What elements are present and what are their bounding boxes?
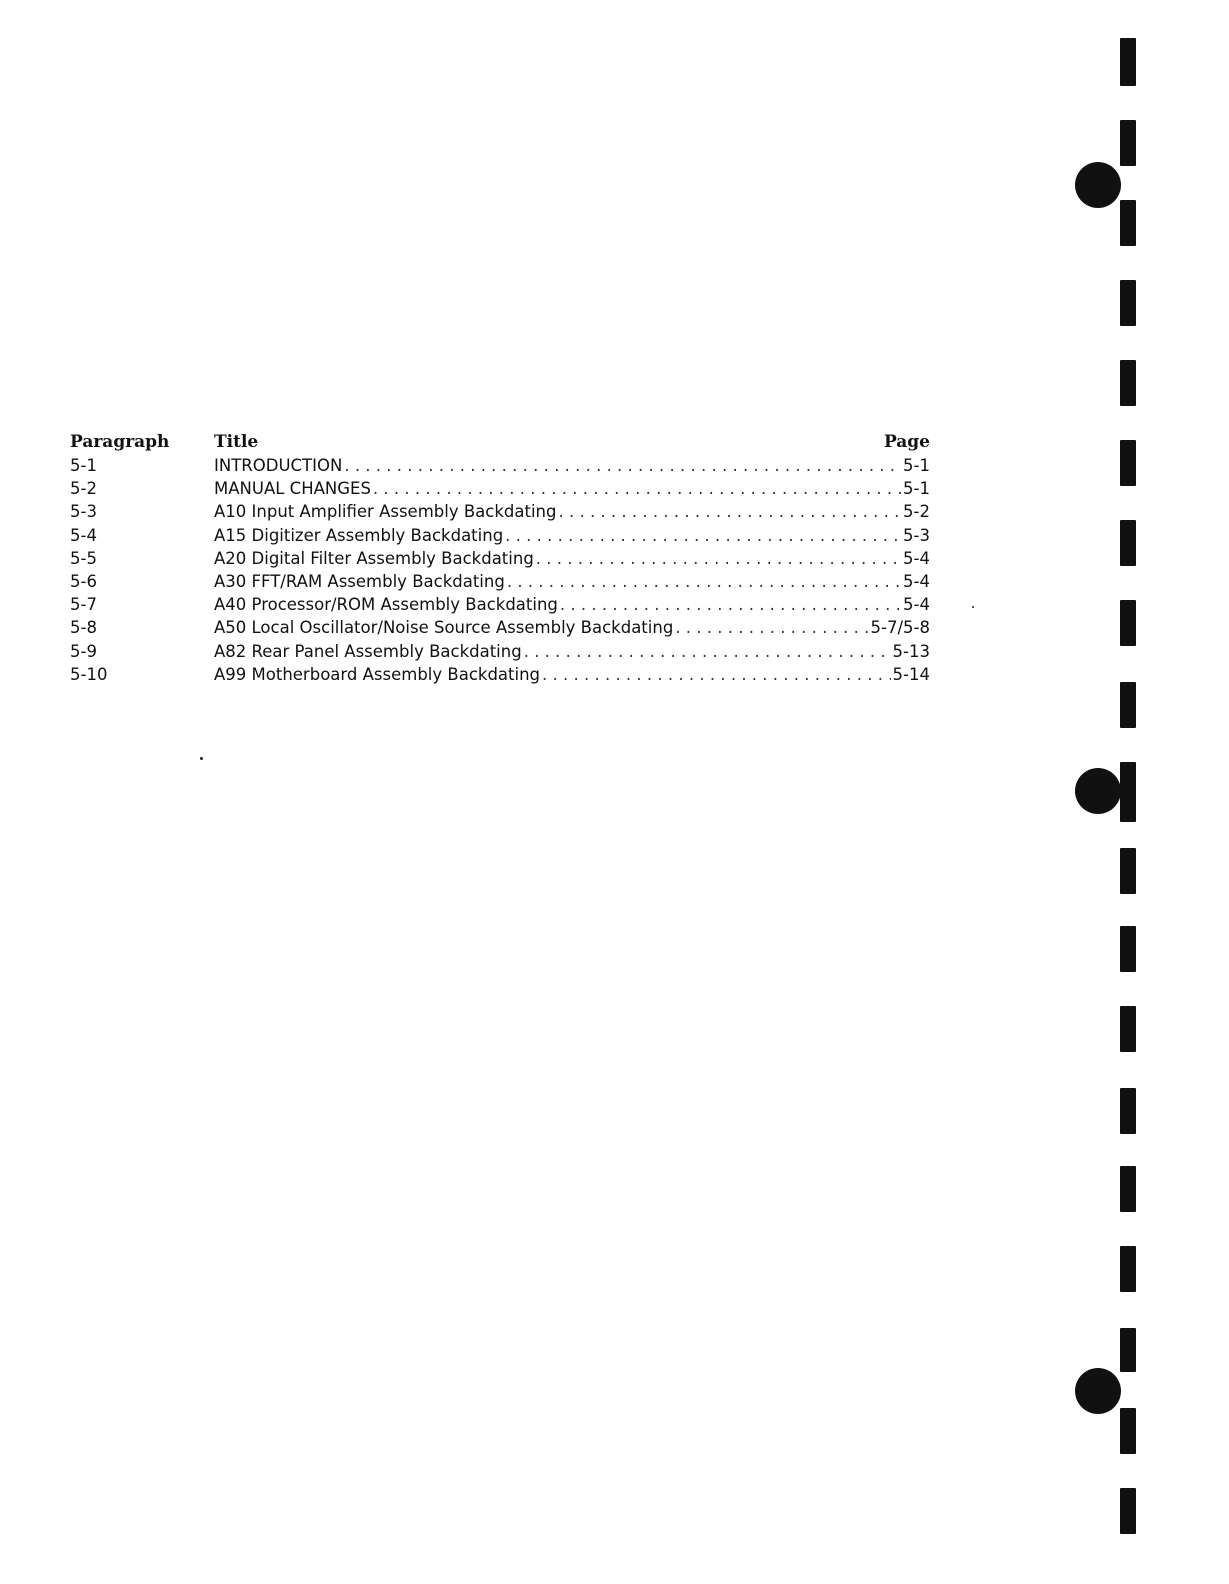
paragraph-number: 5-3 — [70, 502, 97, 522]
entry-title: A82 Rear Panel Assembly Backdating — [214, 641, 522, 661]
binder-tab — [1120, 520, 1136, 566]
toc-row-5-1[interactable] — [70, 454, 930, 477]
binder-tab — [1120, 360, 1136, 406]
toc-entry — [214, 616, 930, 639]
page-number: 5-1 — [903, 456, 930, 475]
toc-entry — [214, 570, 930, 593]
entry-title: A20 Digital Filter Assembly Backdating — [214, 548, 534, 568]
page-number: 5-14 — [892, 664, 930, 684]
dot-leader — [507, 570, 901, 593]
binder-hole — [1075, 768, 1121, 814]
dot-leader — [505, 524, 901, 547]
toc-row-5-5[interactable] — [70, 547, 930, 570]
toc-row-5-6[interactable] — [70, 570, 930, 593]
page-number: 5-4 — [903, 595, 930, 615]
binder-tab — [1120, 1328, 1136, 1372]
binder-tab — [1120, 1006, 1136, 1052]
dot-leader — [558, 500, 901, 523]
toc-entry — [214, 477, 930, 500]
dot-leader — [524, 640, 891, 663]
dot-leader — [373, 477, 901, 500]
entry-title: A10 Input Amplifier Assembly Backdating — [214, 502, 557, 522]
toc-entry — [214, 663, 930, 686]
entry-title: A15 Digitizer Assembly Backdating — [214, 525, 504, 545]
page-number: 5-2 — [903, 502, 930, 522]
binder-tab — [1120, 38, 1136, 86]
toc-row-5-2[interactable] — [70, 477, 930, 500]
binder-tab — [1120, 762, 1136, 822]
toc-row-5-8[interactable] — [70, 616, 930, 639]
binder-hole — [1075, 1368, 1121, 1414]
page-number: 5-3 — [903, 525, 930, 545]
entry-title: A50 Local Oscillator/Noise Source Assembly Backdating — [214, 618, 674, 638]
dot-leader — [536, 547, 901, 570]
entry-title: A40 Processor/ROM Assembly Backdating — [214, 595, 558, 615]
binder-tab — [1120, 1488, 1136, 1534]
dot-leader — [675, 616, 868, 639]
paragraph-number: 5-6 — [70, 571, 97, 591]
binder-tab — [1120, 1166, 1136, 1212]
binder-tab — [1120, 682, 1136, 728]
entry-title: A30 FFT/RAM Assembly Backdating — [214, 571, 505, 591]
binder-hole — [1075, 162, 1121, 208]
scan-speck — [200, 757, 203, 760]
paragraph-number: 5-5 — [70, 548, 97, 568]
toc-row-5-3[interactable] — [70, 500, 930, 523]
table-of-contents — [70, 432, 930, 686]
binder-tab — [1120, 1408, 1136, 1454]
binder-tab — [1120, 200, 1136, 246]
paragraph-number: 5-7 — [70, 595, 97, 615]
binder-tab — [1120, 600, 1136, 646]
paragraph-number: 5-4 — [70, 525, 97, 545]
paragraph-number: 5-1 — [70, 456, 97, 475]
toc-row-5-9[interactable] — [70, 640, 930, 663]
scan-speck — [972, 606, 974, 608]
page-number: 5-7/5-8 — [870, 618, 930, 638]
binder-tab — [1120, 440, 1136, 486]
entry-title: INTRODUCTION — [214, 456, 343, 475]
toc-row-5-7[interactable] — [70, 593, 930, 616]
toc-entry — [214, 547, 930, 570]
toc-row-5-10[interactable] — [70, 663, 930, 686]
dot-leader — [542, 663, 891, 686]
binder-tab — [1120, 280, 1136, 326]
entry-title: A99 Motherboard Assembly Backdating — [214, 664, 541, 684]
binder-tab — [1120, 120, 1136, 166]
page-number: 5-4 — [903, 548, 930, 568]
dot-leader — [344, 454, 901, 477]
binder-tab — [1120, 848, 1136, 894]
binder-tab — [1120, 1088, 1136, 1134]
toc-entry — [214, 640, 930, 663]
toc-entry — [214, 454, 930, 477]
paragraph-number: 5-9 — [70, 641, 97, 661]
binder-tab — [1120, 1246, 1136, 1292]
header-title: Title — [214, 432, 259, 452]
entry-title: MANUAL CHANGES — [214, 479, 371, 499]
toc-header — [70, 432, 930, 454]
paragraph-number: 5-2 — [70, 479, 97, 499]
toc-entry — [214, 524, 930, 547]
page-number: 5-4 — [903, 571, 930, 591]
toc-entry — [214, 593, 930, 616]
binder-tab — [1120, 926, 1136, 972]
toc-row-5-4[interactable] — [70, 524, 930, 547]
page-number: 5-1 — [903, 479, 930, 499]
header-page: Page — [883, 432, 930, 452]
paragraph-number: 5-8 — [70, 618, 97, 638]
paragraph-number: 5-10 — [70, 664, 108, 684]
toc-entry — [214, 500, 930, 523]
dot-leader — [560, 593, 901, 616]
header-paragraph: Paragraph — [70, 432, 170, 452]
page-number: 5-13 — [892, 641, 930, 661]
